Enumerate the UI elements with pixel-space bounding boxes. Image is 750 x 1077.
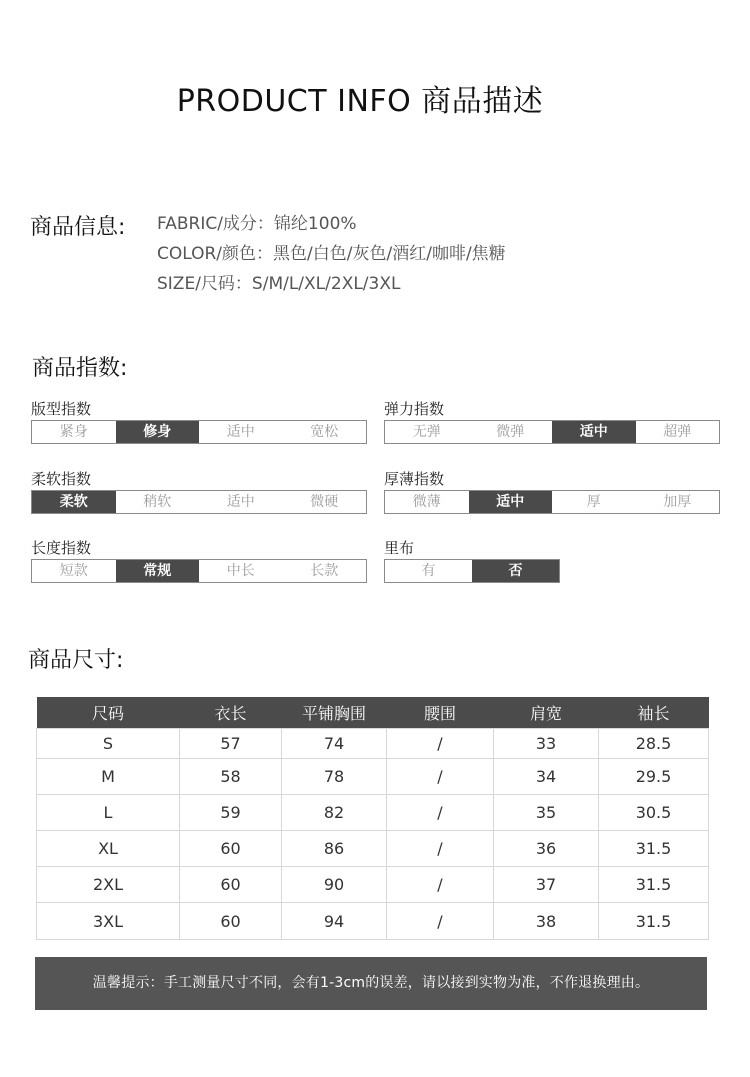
index-option-selected: 适中 — [469, 491, 553, 513]
table-cell: 90 — [282, 867, 387, 903]
index-option: 短款 — [59, 563, 88, 579]
index-bar — [384, 490, 720, 514]
table-cell: 60 — [180, 831, 282, 867]
table-cell: 59 — [180, 795, 282, 831]
table-cell: XL — [37, 831, 180, 867]
table-row — [37, 795, 709, 831]
index-bar — [31, 559, 367, 583]
table-cell: 33 — [494, 729, 599, 759]
index-option: 适中 — [226, 494, 255, 510]
table-cell: / — [387, 795, 494, 831]
size-line: SIZE/尺码：S/M/L/XL/2XL/3XL — [157, 274, 401, 294]
index-block — [384, 537, 560, 583]
table-cell: 37 — [494, 867, 599, 903]
table-row — [37, 831, 709, 867]
table-cell: / — [387, 729, 494, 759]
table-header-row — [37, 697, 709, 729]
table-cell: 28.5 — [599, 729, 709, 759]
table-cell: 35 — [494, 795, 599, 831]
index-bar — [31, 420, 367, 444]
index-option-selected: 适中 — [552, 421, 636, 443]
index-option: 厚 — [586, 494, 601, 510]
index-option: 中长 — [226, 563, 255, 579]
table-row — [37, 867, 709, 903]
index-option: 适中 — [226, 424, 255, 440]
table-cell: 60 — [180, 867, 282, 903]
column-header: 袖长 — [599, 697, 709, 729]
index-block — [384, 468, 720, 514]
column-header: 平铺胸围 — [282, 697, 387, 729]
table-cell: 86 — [282, 831, 387, 867]
index-option-selected: 否 — [472, 560, 559, 582]
index-label: 柔软指数 — [31, 470, 92, 488]
index-label: 长度指数 — [31, 539, 92, 557]
index-label: 弹力指数 — [384, 400, 445, 418]
page-title: PRODUCT INFO 商品描述 — [176, 84, 544, 119]
index-option: 无弹 — [412, 424, 441, 440]
index-option: 长款 — [310, 563, 339, 579]
info-lines — [157, 211, 506, 301]
index-block — [31, 468, 367, 514]
table-cell: / — [387, 867, 494, 903]
index-label: 厚薄指数 — [384, 470, 445, 488]
index-option: 宽松 — [310, 424, 339, 440]
index-bar — [384, 559, 560, 583]
index-option: 有 — [421, 563, 436, 579]
table-cell: / — [387, 831, 494, 867]
index-bar — [31, 490, 367, 514]
table-cell: 60 — [180, 903, 282, 940]
tip-banner: 温馨提示：手工测量尺寸不同，会有1-3cm的误差，请以接到实物为准，不作退换理由。 — [35, 957, 707, 1010]
table-cell: / — [387, 759, 494, 795]
table-cell: 38 — [494, 903, 599, 940]
index-option-selected: 修身 — [116, 421, 200, 443]
table-cell: 31.5 — [599, 867, 709, 903]
table-cell: 58 — [180, 759, 282, 795]
table-row — [37, 759, 709, 795]
table-cell: 3XL — [37, 903, 180, 940]
table-body — [37, 729, 709, 940]
index-option: 微薄 — [412, 494, 441, 510]
table-cell: 34 — [494, 759, 599, 795]
table-row — [37, 729, 709, 759]
index-option: 微硬 — [310, 494, 339, 510]
table-cell: 78 — [282, 759, 387, 795]
table-cell: 36 — [494, 831, 599, 867]
index-block — [31, 398, 367, 444]
table-cell: 74 — [282, 729, 387, 759]
table-cell: / — [387, 903, 494, 940]
column-header: 肩宽 — [494, 697, 599, 729]
info-heading: 商品信息: — [30, 215, 126, 240]
index-option-selected: 常规 — [116, 560, 200, 582]
size-table — [36, 697, 709, 940]
index-option: 加厚 — [663, 494, 692, 510]
table-cell: 82 — [282, 795, 387, 831]
size-heading: 商品尺寸: — [28, 648, 124, 673]
table-cell: 2XL — [37, 867, 180, 903]
table-cell: L — [37, 795, 180, 831]
table-cell: 30.5 — [599, 795, 709, 831]
table-cell: 31.5 — [599, 831, 709, 867]
table-cell: 57 — [180, 729, 282, 759]
index-option-selected: 柔软 — [32, 491, 116, 513]
index-option: 微弹 — [496, 424, 525, 440]
table-cell: 31.5 — [599, 903, 709, 940]
index-bar — [384, 420, 720, 444]
table-cell: 29.5 — [599, 759, 709, 795]
index-block — [384, 398, 720, 444]
index-option: 超弹 — [663, 424, 692, 440]
table-cell: M — [37, 759, 180, 795]
table-cell: 94 — [282, 903, 387, 940]
color-line: COLOR/颜色：黑色/白色/灰色/酒红/咖啡/焦糖 — [157, 244, 506, 264]
column-header: 腰围 — [387, 697, 494, 729]
index-option: 紧身 — [59, 424, 88, 440]
index-block — [31, 537, 367, 583]
indices-heading: 商品指数: — [32, 356, 128, 381]
index-label: 里布 — [384, 539, 415, 557]
index-option: 稍软 — [143, 494, 172, 510]
table-row — [37, 903, 709, 940]
column-header: 衣长 — [180, 697, 282, 729]
index-label: 版型指数 — [31, 400, 92, 418]
column-header: 尺码 — [37, 697, 180, 729]
fabric-line: FABRIC/成分：锦纶100% — [157, 214, 357, 234]
table-cell: S — [37, 729, 180, 759]
